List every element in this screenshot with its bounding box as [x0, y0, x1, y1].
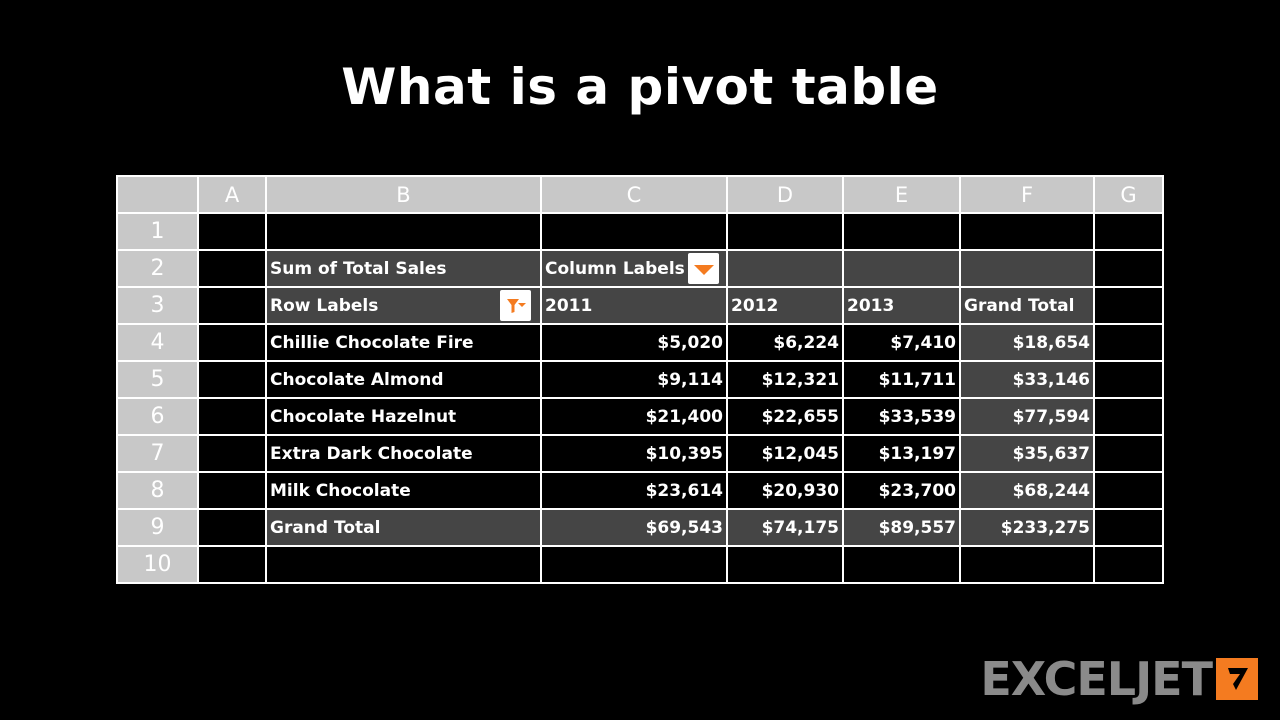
cell-d2[interactable]: [727, 250, 843, 287]
column-header-b[interactable]: B: [266, 176, 541, 213]
cell-a7[interactable]: [198, 435, 266, 472]
row-header-4[interactable]: 4: [117, 324, 198, 361]
grand-total-2012[interactable]: $74,175: [727, 509, 843, 546]
pivot-row-total[interactable]: $77,594: [960, 398, 1094, 435]
cell-a10[interactable]: [198, 546, 266, 583]
grand-total-2011[interactable]: $69,543: [541, 509, 727, 546]
pivot-row-total[interactable]: $35,637: [960, 435, 1094, 472]
grand-total-overall[interactable]: $233,275: [960, 509, 1094, 546]
grand-total-label[interactable]: Grand Total: [266, 509, 541, 546]
pivot-grand-total-header[interactable]: Grand Total: [960, 287, 1094, 324]
pivot-year-header-2013[interactable]: 2013: [843, 287, 960, 324]
cell-e2[interactable]: [843, 250, 960, 287]
cell-c10[interactable]: [541, 546, 727, 583]
pivot-column-labels-cell[interactable]: [541, 250, 727, 287]
cell-g7[interactable]: [1094, 435, 1163, 472]
column-header-e[interactable]: E: [843, 176, 960, 213]
row-header-9[interactable]: 9: [117, 509, 198, 546]
cell-g1[interactable]: [1094, 213, 1163, 250]
pivot-value-2013[interactable]: $13,197: [843, 435, 960, 472]
row-header-6[interactable]: 6: [117, 398, 198, 435]
row-header-2[interactable]: 2: [117, 250, 198, 287]
cell-f10[interactable]: [960, 546, 1094, 583]
pivot-value-2012[interactable]: $20,930: [727, 472, 843, 509]
sheet-row: [117, 213, 1163, 250]
pivot-value-2011[interactable]: $23,614: [541, 472, 727, 509]
column-header-row: [117, 176, 1163, 213]
pivot-value-2013[interactable]: $23,700: [843, 472, 960, 509]
pivot-value-2011[interactable]: $21,400: [541, 398, 727, 435]
grand-total-2013[interactable]: $89,557: [843, 509, 960, 546]
pivot-row-total[interactable]: $68,244: [960, 472, 1094, 509]
sheet-row: [117, 287, 1163, 324]
cell-a1[interactable]: [198, 213, 266, 250]
cell-e1[interactable]: [843, 213, 960, 250]
logo-wordmark: EXCELJET: [980, 652, 1212, 706]
column-labels-text: Column Labels: [545, 258, 685, 279]
pivot-value-2012[interactable]: $12,045: [727, 435, 843, 472]
cell-a5[interactable]: [198, 361, 266, 398]
pivot-value-2012[interactable]: $12,321: [727, 361, 843, 398]
row-header-1[interactable]: 1: [117, 213, 198, 250]
pivot-value-2012[interactable]: $22,655: [727, 398, 843, 435]
pivot-value-2011[interactable]: $9,114: [541, 361, 727, 398]
pivot-value-2013[interactable]: $7,410: [843, 324, 960, 361]
row-header-8[interactable]: 8: [117, 472, 198, 509]
column-header-f[interactable]: F: [960, 176, 1094, 213]
pivot-year-header-2012[interactable]: 2012: [727, 287, 843, 324]
pivot-row-label[interactable]: Chocolate Hazelnut: [266, 398, 541, 435]
cell-a8[interactable]: [198, 472, 266, 509]
cell-a4[interactable]: [198, 324, 266, 361]
column-header-a[interactable]: A: [198, 176, 266, 213]
cell-c1[interactable]: [541, 213, 727, 250]
pivot-data-row: [117, 398, 1163, 435]
cell-g6[interactable]: [1094, 398, 1163, 435]
row-header-5[interactable]: 5: [117, 361, 198, 398]
pivot-value-2011[interactable]: $5,020: [541, 324, 727, 361]
pivot-row-total[interactable]: $18,654: [960, 324, 1094, 361]
cell-a6[interactable]: [198, 398, 266, 435]
cell-d1[interactable]: [727, 213, 843, 250]
sheet-row: [117, 250, 1163, 287]
cell-g2[interactable]: [1094, 250, 1163, 287]
pivot-value-2012[interactable]: $6,224: [727, 324, 843, 361]
cell-g9[interactable]: [1094, 509, 1163, 546]
cell-g8[interactable]: [1094, 472, 1163, 509]
pivot-row-labels-cell[interactable]: [266, 287, 541, 324]
pivot-data-row: [117, 324, 1163, 361]
cell-g5[interactable]: [1094, 361, 1163, 398]
pivot-data-row: [117, 472, 1163, 509]
exceljet-check-icon: [1216, 658, 1258, 700]
filter-icon: [505, 296, 527, 316]
cell-f1[interactable]: [960, 213, 1094, 250]
cell-g3[interactable]: [1094, 287, 1163, 324]
cell-f2[interactable]: [960, 250, 1094, 287]
select-all-corner[interactable]: [117, 176, 198, 213]
spreadsheet-grid: [116, 175, 1164, 584]
cell-e10[interactable]: [843, 546, 960, 583]
dropdown-arrow-icon: [694, 265, 714, 275]
row-labels-filter-button[interactable]: [500, 290, 531, 321]
pivot-row-label[interactable]: Chocolate Almond: [266, 361, 541, 398]
pivot-row-label[interactable]: Extra Dark Chocolate: [266, 435, 541, 472]
logo-mark-glyph: [1222, 664, 1252, 694]
pivot-value-2011[interactable]: $10,395: [541, 435, 727, 472]
cell-g10[interactable]: [1094, 546, 1163, 583]
column-header-g[interactable]: G: [1094, 176, 1163, 213]
pivot-data-row: [117, 361, 1163, 398]
pivot-data-row: [117, 435, 1163, 472]
column-header-d[interactable]: D: [727, 176, 843, 213]
pivot-year-header-2011[interactable]: 2011: [541, 287, 727, 324]
exceljet-logo: [980, 652, 1258, 706]
pivot-grand-total-row: [117, 509, 1163, 546]
cell-d10[interactable]: [727, 546, 843, 583]
cell-a2[interactable]: [198, 250, 266, 287]
column-labels-dropdown-button[interactable]: [688, 253, 719, 284]
cell-b1[interactable]: [266, 213, 541, 250]
pivot-value-2013[interactable]: $33,539: [843, 398, 960, 435]
row-header-7[interactable]: 7: [117, 435, 198, 472]
cell-a3[interactable]: [198, 287, 266, 324]
cell-b10[interactable]: [266, 546, 541, 583]
column-header-c[interactable]: C: [541, 176, 727, 213]
sheet-row: [117, 546, 1163, 583]
pivot-value-field-label[interactable]: Sum of Total Sales: [266, 250, 541, 287]
row-labels-text: Row Labels: [270, 295, 379, 316]
row-header-10[interactable]: 10: [117, 546, 198, 583]
cell-a9[interactable]: [198, 509, 266, 546]
pivot-row-label[interactable]: Milk Chocolate: [266, 472, 541, 509]
pivot-row-total[interactable]: $33,146: [960, 361, 1094, 398]
pivot-row-label[interactable]: Chillie Chocolate Fire: [266, 324, 541, 361]
slide-title: What is a pivot table: [341, 58, 939, 116]
pivot-value-2013[interactable]: $11,711: [843, 361, 960, 398]
cell-g4[interactable]: [1094, 324, 1163, 361]
row-header-3[interactable]: 3: [117, 287, 198, 324]
